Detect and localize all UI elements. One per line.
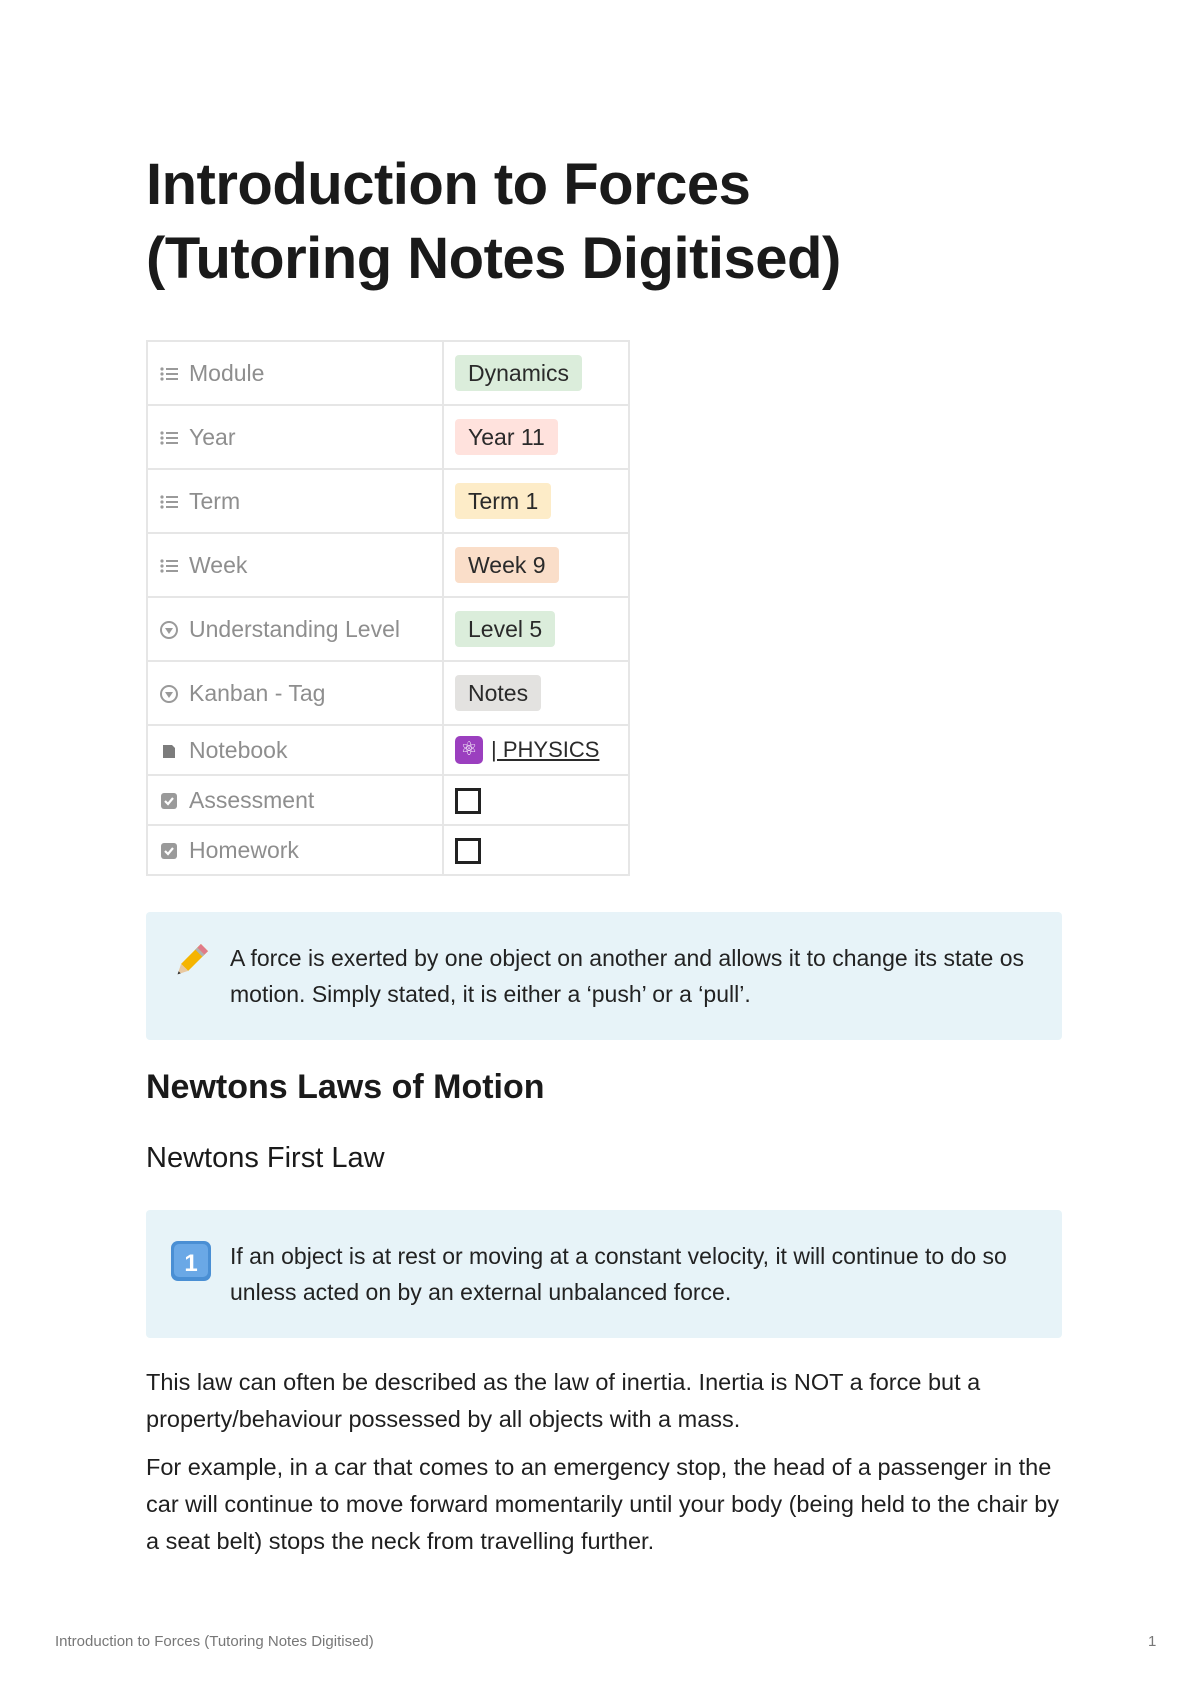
property-key-year (147, 405, 443, 469)
first-law-text: If an object is at rest or moving at a constant velocity, it will continue to do so unless acted on by an external unbalanced force. (230, 1243, 1007, 1305)
property-key-understanding-level (147, 597, 443, 661)
property-row-notebook (147, 725, 629, 775)
property-label: Week (189, 551, 248, 578)
property-key-assessment (147, 775, 443, 825)
keycap-digit: 1 (184, 1250, 198, 1277)
list-icon (159, 492, 179, 512)
property-label: Notebook (189, 736, 288, 763)
assessment-checkbox[interactable] (455, 788, 481, 814)
property-value-homework (443, 825, 629, 875)
property-value-assessment (443, 775, 629, 825)
select-tag: Year 11 (455, 419, 558, 455)
list-icon (159, 428, 179, 448)
heading-newtons-laws: Newtons Laws of Motion (146, 1068, 545, 1106)
property-value-notebook (443, 725, 629, 775)
first-law-callout (146, 1210, 1062, 1338)
property-key-week (147, 533, 443, 597)
property-label: Kanban - Tag (189, 679, 326, 706)
property-value-term[interactable] (443, 469, 629, 533)
property-key-module (147, 341, 443, 405)
page-title-line-1: Introduction to Forces (146, 152, 751, 217)
property-row-kanban-tag (147, 661, 629, 725)
properties-table (146, 340, 630, 876)
property-key-kanban-tag (147, 661, 443, 725)
property-label: Year (189, 423, 236, 450)
keycap-one-icon (170, 1240, 212, 1282)
property-key-notebook (147, 725, 443, 775)
status-tag: Notes (455, 675, 541, 711)
property-label: Assessment (189, 786, 315, 813)
footer-title: Introduction to Forces (Tutoring Notes Digitised) (55, 1633, 374, 1650)
footer-page-number: 1 (1148, 1633, 1157, 1650)
pencil-icon (170, 940, 212, 982)
select-tag: Week 9 (455, 547, 559, 583)
status-tag: Level 5 (455, 611, 555, 647)
property-row-understanding-level (147, 597, 629, 661)
list-icon (159, 556, 179, 576)
property-label: Term (189, 487, 241, 514)
list-icon (159, 364, 179, 384)
checkbox-property-icon (159, 791, 179, 811)
property-value-understanding-level[interactable] (443, 597, 629, 661)
property-key-term (147, 469, 443, 533)
definition-callout (146, 912, 1062, 1040)
property-value-module[interactable] (443, 341, 629, 405)
property-label: Understanding Level (189, 615, 400, 642)
relation-icon (159, 741, 179, 761)
paragraph-example: For example, in a car that comes to an emergency stop, the head of a passenger in the car will continue to move forward momentarily until your body (being held to the chair by a seat belt) stops the neck from travelling further. (146, 1454, 1060, 1554)
property-value-kanban-tag[interactable] (443, 661, 629, 725)
property-label: Homework (189, 836, 299, 863)
property-row-module (147, 341, 629, 405)
property-row-week (147, 533, 629, 597)
page-title-line-2: (Tutoring Notes Digitised) (146, 226, 841, 291)
page-title (146, 148, 841, 296)
notebook-link[interactable]: | PHYSICS (491, 736, 600, 762)
property-row-assessment (147, 775, 629, 825)
checkbox-property-icon (159, 841, 179, 861)
status-icon (159, 684, 179, 704)
heading-first-law: Newtons First Law (146, 1142, 385, 1174)
atom-icon: ⚛ (455, 736, 483, 764)
property-value-week[interactable] (443, 533, 629, 597)
property-value-year[interactable] (443, 405, 629, 469)
definition-text: A force is exerted by one object on another and allows it to change its state os motion. Simply stated, it is either a ‘push’ or a ‘pull’. (230, 945, 1024, 1007)
property-key-homework (147, 825, 443, 875)
paragraph-inertia: This law can often be described as the law of inertia. Inertia is NOT a force but a property/behaviour possessed by all objects with a mass. (146, 1369, 981, 1432)
property-row-homework (147, 825, 629, 875)
homework-checkbox[interactable] (455, 838, 481, 864)
property-label: Module (189, 359, 265, 386)
select-tag: Term 1 (455, 483, 551, 519)
property-row-year (147, 405, 629, 469)
status-icon (159, 620, 179, 640)
property-row-term (147, 469, 629, 533)
select-tag: Dynamics (455, 355, 582, 391)
